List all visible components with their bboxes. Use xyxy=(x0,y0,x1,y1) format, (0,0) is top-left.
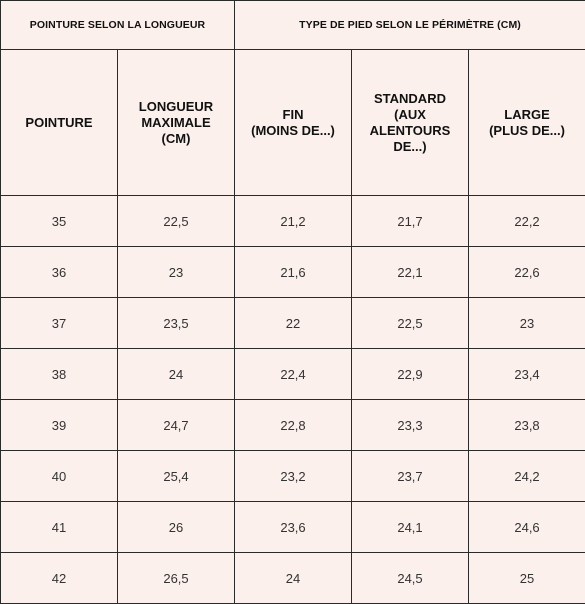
column-header-label: LONGUEUR MAXIMALE (CM) xyxy=(139,99,213,147)
table-row xyxy=(1,247,585,298)
table-row xyxy=(1,400,585,451)
cell-standard: 23,3 xyxy=(352,400,469,451)
column-header-label: STANDARD (AUX ALENTOURS DE...) xyxy=(370,91,451,155)
cell-wide: 24,6 xyxy=(469,502,585,553)
cell-size: 36 xyxy=(1,247,118,298)
column-header-label: FIN (MOINS DE...) xyxy=(251,107,335,139)
column-header-max-length xyxy=(118,50,235,196)
column-header-narrow xyxy=(235,50,352,196)
cell-standard: 22,5 xyxy=(352,298,469,349)
cell-standard: 24,1 xyxy=(352,502,469,553)
cell-max-length: 23 xyxy=(118,247,235,298)
group-header-perimeter: TYPE DE PIED SELON LE PÉRIMÈTRE (CM) xyxy=(235,1,585,50)
column-header-wide xyxy=(469,50,585,196)
cell-narrow: 22,8 xyxy=(235,400,352,451)
table-row xyxy=(1,196,585,247)
cell-wide: 24,2 xyxy=(469,451,585,502)
cell-standard: 23,7 xyxy=(352,451,469,502)
cell-max-length: 23,5 xyxy=(118,298,235,349)
group-header-length: POINTURE SELON LA LONGUEUR xyxy=(1,1,235,50)
table-row xyxy=(1,553,585,604)
cell-wide: 23 xyxy=(469,298,585,349)
cell-size: 35 xyxy=(1,196,118,247)
cell-wide: 25 xyxy=(469,553,585,604)
cell-max-length: 25,4 xyxy=(118,451,235,502)
cell-size: 41 xyxy=(1,502,118,553)
cell-wide: 22,6 xyxy=(469,247,585,298)
table-row xyxy=(1,298,585,349)
table-row xyxy=(1,349,585,400)
cell-standard: 21,7 xyxy=(352,196,469,247)
cell-wide: 22,2 xyxy=(469,196,585,247)
cell-max-length: 26 xyxy=(118,502,235,553)
cell-narrow: 23,2 xyxy=(235,451,352,502)
cell-narrow: 24 xyxy=(235,553,352,604)
cell-narrow: 21,6 xyxy=(235,247,352,298)
cell-narrow: 23,6 xyxy=(235,502,352,553)
cell-narrow: 22,4 xyxy=(235,349,352,400)
column-header-label: LARGE (PLUS DE...) xyxy=(489,107,565,139)
column-header-standard xyxy=(352,50,469,196)
cell-max-length: 26,5 xyxy=(118,553,235,604)
cell-size: 38 xyxy=(1,349,118,400)
cell-narrow: 21,2 xyxy=(235,196,352,247)
cell-max-length: 22,5 xyxy=(118,196,235,247)
table-row xyxy=(1,451,585,502)
table-row xyxy=(1,502,585,553)
cell-max-length: 24 xyxy=(118,349,235,400)
cell-standard: 22,9 xyxy=(352,349,469,400)
cell-narrow: 22 xyxy=(235,298,352,349)
column-header-row xyxy=(1,50,585,196)
group-header-row xyxy=(1,1,585,50)
cell-size: 42 xyxy=(1,553,118,604)
cell-size: 40 xyxy=(1,451,118,502)
cell-max-length: 24,7 xyxy=(118,400,235,451)
cell-wide: 23,8 xyxy=(469,400,585,451)
column-header-size xyxy=(1,50,118,196)
column-header-label: POINTURE xyxy=(25,115,92,131)
cell-size: 39 xyxy=(1,400,118,451)
cell-standard: 22,1 xyxy=(352,247,469,298)
cell-wide: 23,4 xyxy=(469,349,585,400)
cell-standard: 24,5 xyxy=(352,553,469,604)
cell-size: 37 xyxy=(1,298,118,349)
